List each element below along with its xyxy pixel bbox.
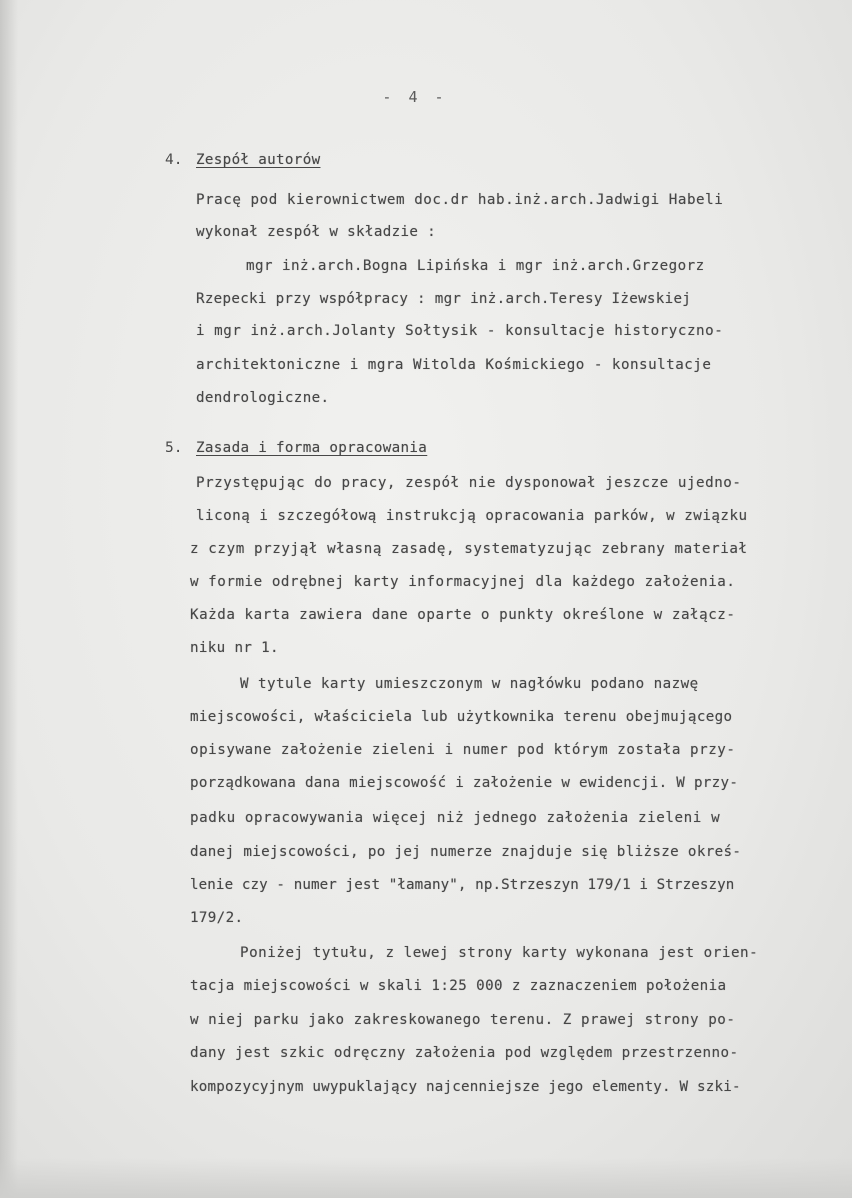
- section-4-line: Rzepecki przy współpracy : mgr inż.arch.Teresy Iżewskiej: [196, 291, 692, 307]
- section-5-line: niku nr 1.: [190, 640, 279, 656]
- section-5-line: lenie czy - numer jest "łamany", np.Strzeszyn 179/1 i Strzeszyn: [190, 877, 735, 893]
- section-4-heading: Zespół autorów: [196, 152, 321, 168]
- section-5-line: miejscowości, właściciela lub użytkownika terenu obejmującego: [190, 709, 733, 725]
- section-5-line: Poniżej tytułu, z lewej strony karty wykonana jest orien-: [240, 945, 759, 961]
- section-5-heading: Zasada i forma opracowania: [196, 440, 428, 456]
- section-5-line: W tytule karty umieszczonym w nagłówku podano nazwę: [240, 676, 699, 692]
- section-4-line: i mgr inż.arch.Jolanty Sołtysik - konsultacje historyczno-: [196, 323, 724, 339]
- section-5-line: porządkowana dana miejscowość i założenie w ewidencji. W przy-: [190, 775, 739, 791]
- section-5-line: z czym przyjął własną zasadę, systematyzując zebrany materiał: [190, 541, 748, 557]
- section-4-line: dendrologiczne.: [196, 390, 330, 406]
- section-4-line: architektoniczne i mgra Witolda Kośmickiego - konsultacje: [196, 357, 712, 373]
- section-4-line: Pracę pod kierownictwem doc.dr hab.inż.arch.Jadwigi Habeli: [196, 192, 724, 208]
- section-4-line: mgr inż.arch.Bogna Lipińska i mgr inż.arch.Grzegorz: [246, 258, 705, 274]
- section-4-number: 4.: [165, 152, 183, 168]
- section-5-line: Przystępując do pracy, zespół nie dysponował jeszcze ujedno-: [196, 475, 742, 491]
- section-5-line: padku opracowywania więcej niż jednego założenia zieleni w: [190, 810, 721, 826]
- section-5-line: w formie odrębnej karty informacyjnej dla każdego założenia.: [190, 574, 736, 590]
- section-5-number: 5.: [165, 440, 183, 456]
- section-5-line: 179/2.: [190, 910, 244, 926]
- scan-shadow-bottom: [0, 1158, 852, 1198]
- section-5-line: kompozycyjnym uwypuklający najcenniejsze jego elementy. W szki-: [190, 1079, 741, 1095]
- section-5-line: opisywane założenie zieleni i numer pod którym została przy-: [190, 742, 736, 758]
- section-5-line: danej miejscowości, po jej numerze znajduje się bliższe okreś-: [190, 844, 742, 860]
- section-4-line: wykonał zespół w składzie :: [196, 224, 437, 240]
- section-5-line: liconą i szczegółową instrukcją opracowania parków, w związku: [196, 508, 748, 524]
- page-number: - 4 -: [382, 88, 448, 106]
- scan-shadow-left: [0, 0, 18, 1198]
- section-5-line: dany jest szkic odręczny założenia pod względem przestrzenno-: [190, 1045, 739, 1061]
- section-5-line: tacja miejscowości w skali 1:25 000 z zaznaczeniem położenia: [190, 978, 727, 994]
- section-5-line: w niej parku jako zakreskowanego terenu. Z prawej strony po-: [190, 1012, 736, 1028]
- section-5-line: Każda karta zawiera dane oparte o punkty określone w załącz-: [190, 607, 736, 623]
